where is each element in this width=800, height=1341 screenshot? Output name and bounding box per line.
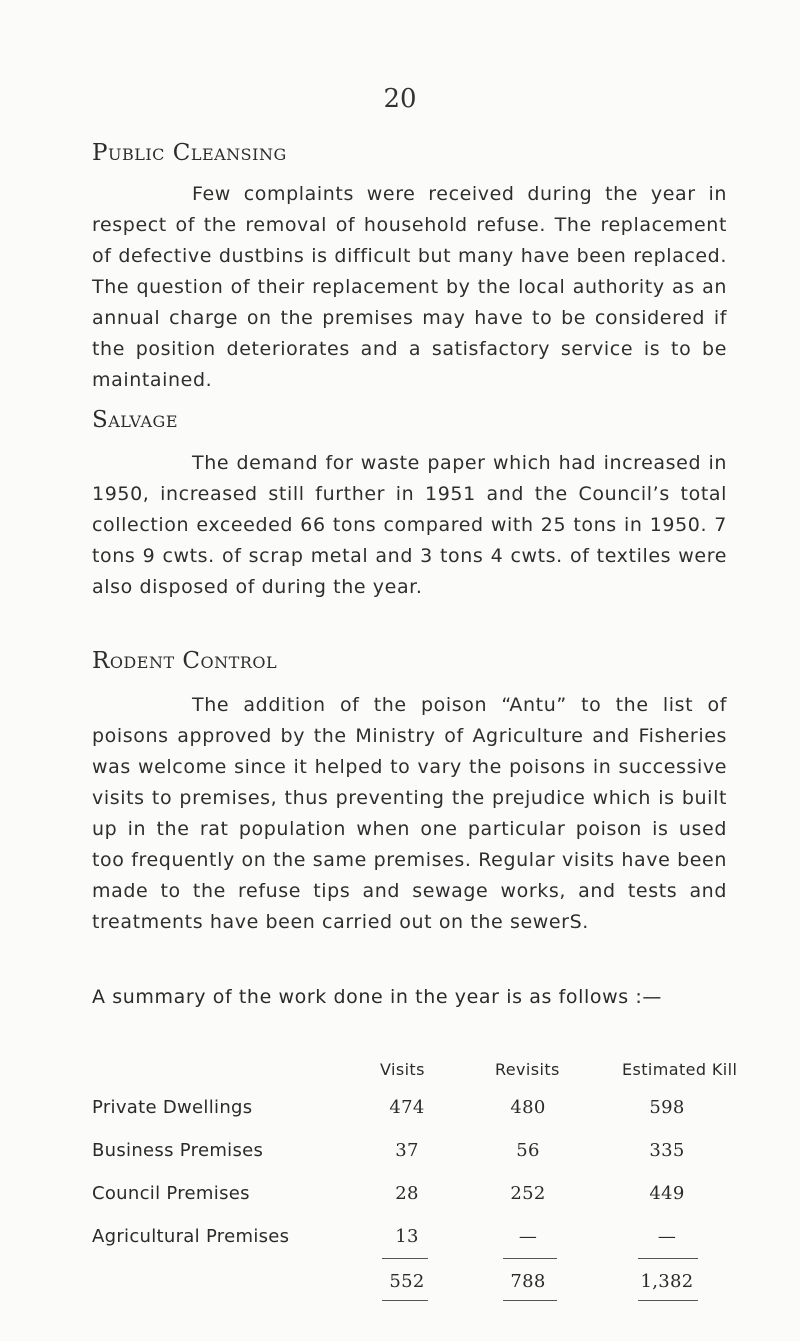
- cell-revisits: 480: [510, 1097, 546, 1118]
- total-underline-visits: [382, 1300, 428, 1301]
- total-estimated-kill: 1,382: [640, 1271, 694, 1292]
- total-visits: 552: [389, 1271, 425, 1292]
- header-estimated-kill: Estimated Kill: [622, 1060, 738, 1079]
- cell-estimated-kill: 598: [649, 1097, 685, 1118]
- cell-visits: 13: [395, 1226, 419, 1247]
- cell-estimated-kill: 335: [649, 1140, 685, 1161]
- row-label-council-premises: Council Premises: [92, 1183, 250, 1204]
- total-rule-revisits: [503, 1258, 557, 1259]
- header-visits: Visits: [380, 1060, 425, 1079]
- heading-public-cleansing: Public Cleansing: [92, 140, 287, 166]
- cell-estimated-kill: 449: [649, 1183, 685, 1204]
- total-revisits: 788: [510, 1271, 546, 1292]
- paragraph-salvage: The demand for waste paper which had increased in 1950, increased still further in 1951 and the Council’s total collection exceeded 66 tons compared with 25 tons in 1950. 7 tons 9 cwts. of scrap metal and 3 tons 4 cwts. of textiles were also disposed of during the year.: [92, 452, 727, 598]
- row-label-private-dwellings: Private Dwellings: [92, 1097, 253, 1118]
- cell-visits: 28: [395, 1183, 419, 1204]
- cell-revisits: —: [518, 1226, 538, 1247]
- paragraph-public-cleansing: Few complaints were received during the year in respect of the removal of household refuse. The replacement of defective dustbins is difficult but many have been replaced. The question of their replacement by the local authority as an annual charge on the premises may have to be considered if the position deteriorates and a satisfactory service is to be maintained.: [92, 183, 727, 391]
- heading-salvage: Salvage: [92, 407, 179, 433]
- summary-intro: A summary of the work done in the year is as follows :—: [92, 986, 662, 1008]
- total-underline-revisits: [503, 1300, 557, 1301]
- total-rule-estimated-kill: [638, 1258, 698, 1259]
- heading-rodent-control: Rodent Control: [92, 648, 278, 674]
- total-underline-estimated-kill: [638, 1300, 698, 1301]
- cell-revisits: 56: [516, 1140, 540, 1161]
- cell-estimated-kill: —: [657, 1226, 677, 1247]
- total-rule-visits: [382, 1258, 428, 1259]
- paragraph-rodent-control: The addition of the poison “Antu” to the list of poisons approved by the Ministry of Agriculture and Fisheries was welcome since it helped to vary the poisons in successive visits to premises, thus preventing the prejudice which is built up in the rat population when one particular poison is used too frequently on the same premises. Regular visits have been made to the refuse tips and sewage works, and tests and treatments have been carried out on the sewerS.: [92, 694, 727, 933]
- row-label-agricultural-premises: Agricultural Premises: [92, 1226, 290, 1247]
- header-revisits: Revisits: [495, 1060, 560, 1079]
- cell-revisits: 252: [510, 1183, 546, 1204]
- page-number: 20: [383, 84, 417, 114]
- cell-visits: 37: [395, 1140, 419, 1161]
- cell-visits: 474: [389, 1097, 425, 1118]
- row-label-business-premises: Business Premises: [92, 1140, 264, 1161]
